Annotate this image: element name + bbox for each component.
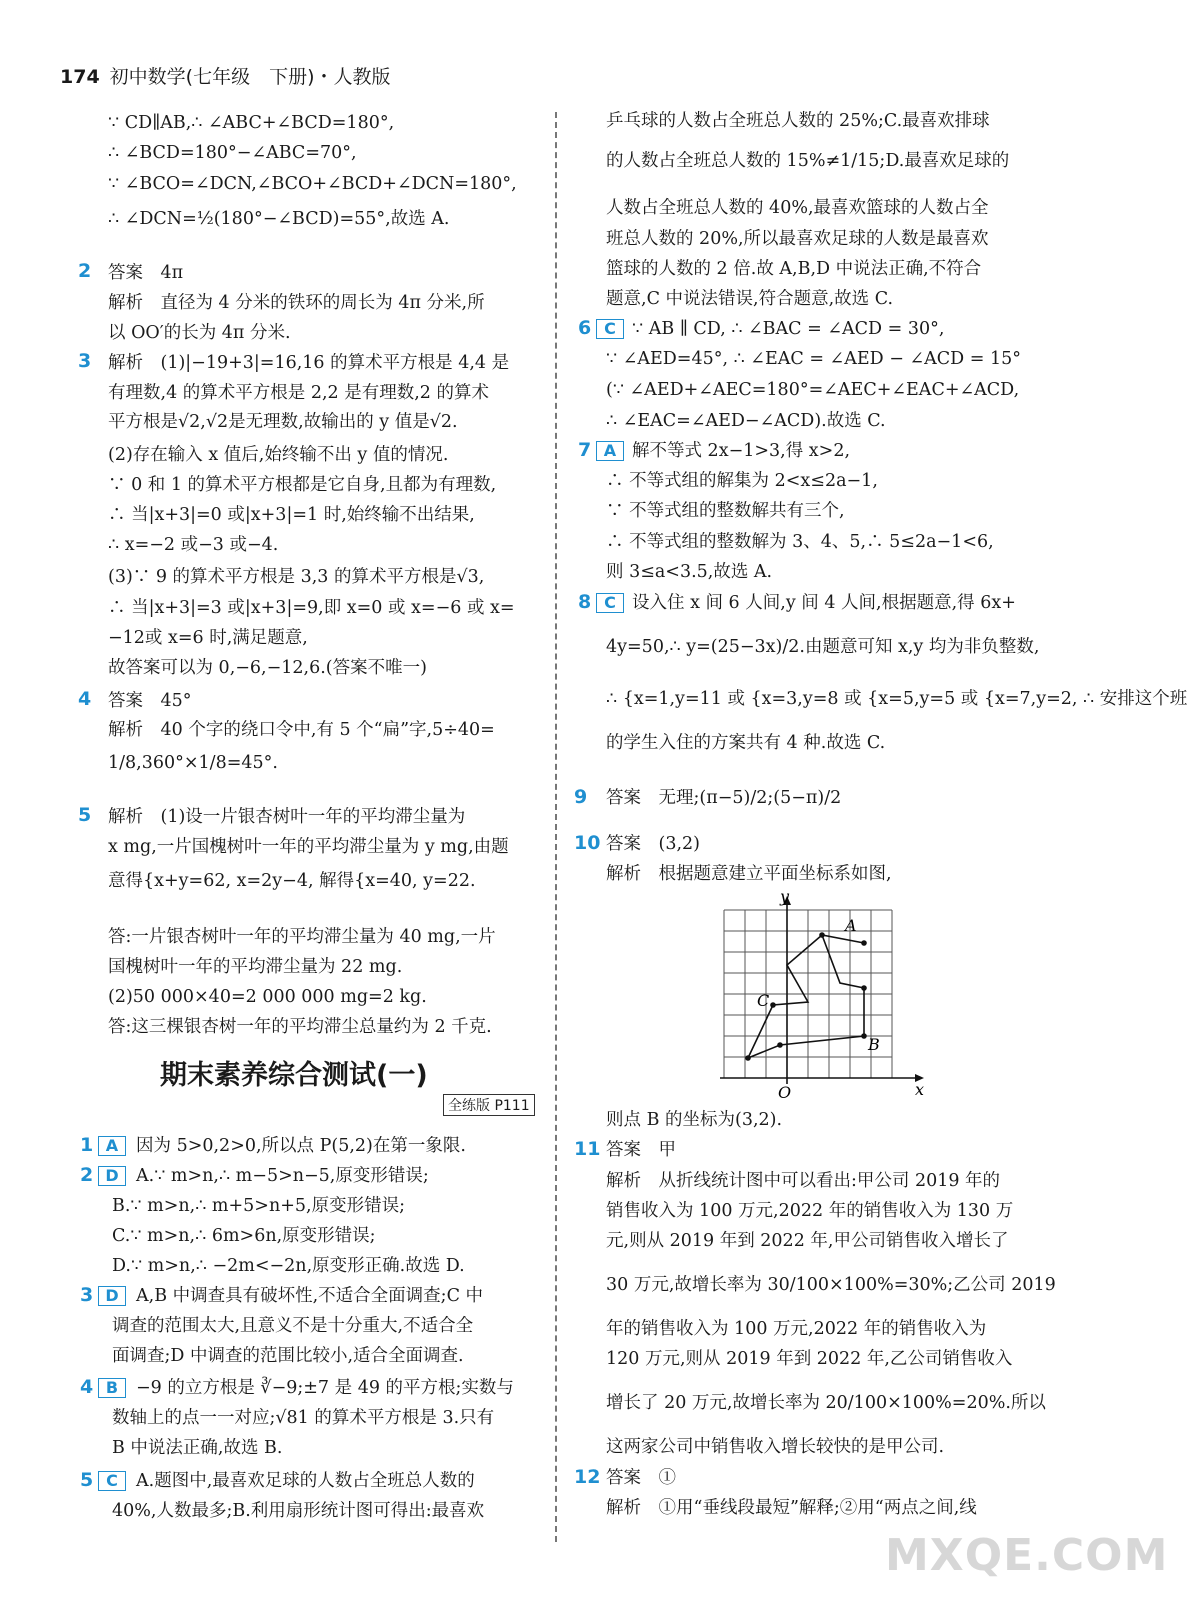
- question-number: 12: [574, 1466, 601, 1488]
- question-number: 5: [78, 804, 92, 826]
- left-line: 1/8,360°×1/8=45°.: [108, 753, 278, 773]
- question-line: ∵ 不等式组的整数解共有三个,: [606, 501, 845, 521]
- question-line: ∴ {x=1,y=11 或 {x=3,y=8 或 {x=5,y=5 或 {x=7,y=2, ∴ 安排这个班: [606, 689, 1187, 709]
- answer-box: D: [98, 1166, 126, 1186]
- right-line: 篮球的人数的 2 倍.故 A,B,D 中说法正确,不符合: [606, 259, 982, 279]
- question-number: 2: [78, 260, 92, 282]
- label-a: A: [845, 916, 857, 935]
- left-line: 故答案可以为 0,−6,−12,6.(答案不唯一): [108, 658, 427, 678]
- right-line: 答案 (3,2): [606, 834, 700, 854]
- left-line: ∴ ∠BCD=180°−∠ABC=70°,: [108, 143, 357, 163]
- right-line: 题意,C 中说法错误,符合题意,故选 C.: [606, 289, 894, 309]
- left-line: 意得{x+y=62, x=2y−4, 解得{x=40, y=22.: [108, 871, 476, 891]
- left-line: 答案 45°: [108, 691, 192, 711]
- question-number: 7: [578, 439, 592, 461]
- section-ref: 全练版 P111: [443, 1094, 535, 1116]
- right-line: 答案 甲: [606, 1140, 676, 1160]
- watermark: MXQE.COM: [885, 1530, 1169, 1581]
- page-header: [60, 62, 391, 89]
- section-title: 期末素养综合测试(一): [160, 1060, 428, 1091]
- label-b: B: [868, 1035, 880, 1054]
- question-line: 设入住 x 间 6 人间,y 间 4 人间,根据题意,得 6x+: [632, 593, 1016, 613]
- coordinate-graph: [710, 888, 935, 1103]
- right-line: 元,则从 2019 年到 2022 年,甲公司销售收入增长了: [606, 1231, 1009, 1251]
- left-line: x mg,一片国槐树叶一年的平均滞尘量为 y mg,由题: [108, 837, 509, 857]
- question-number: 4: [80, 1376, 94, 1398]
- question-number: 11: [574, 1138, 601, 1160]
- label-y: y: [780, 887, 790, 906]
- answer-box: C: [596, 593, 624, 613]
- question-line: 因为 5>0,2>0,所以点 P(5,2)在第一象限.: [136, 1136, 466, 1156]
- left-line: (3)∵ 9 的算术平方根是 3,3 的算术平方根是√3,: [108, 567, 485, 587]
- question-number: 4: [78, 688, 92, 710]
- question-line: B 中说法正确,故选 B.: [112, 1438, 283, 1458]
- right-line: 则点 B 的坐标为(3,2).: [606, 1110, 783, 1130]
- right-line: 班总人数的 20%,所以最喜欢足球的人数是最喜欢: [606, 229, 989, 249]
- question-number: 6: [578, 317, 592, 339]
- question-line: 数轴上的点一一对应;√81 的算术平方根是 3.只有: [112, 1408, 495, 1428]
- left-line: 解析 40 个字的绕口令中,有 5 个“扁”字,5÷40=: [108, 720, 495, 740]
- right-line: 答案 无理;(π−5)/2;(5−π)/2: [606, 788, 842, 808]
- question-line: C.∵ m>n,∴ 6m>6n,原变形错误;: [112, 1226, 376, 1246]
- right-line: 答案 ①: [606, 1468, 676, 1488]
- question-line: ∵ ∠AED=45°, ∴ ∠EAC = ∠AED − ∠ACD = 15°: [606, 349, 1021, 369]
- question-number: 9: [574, 786, 588, 808]
- left-line: 答:一片银杏树叶一年的平均滞尘量为 40 mg,一片: [108, 927, 496, 947]
- column-divider: [555, 112, 557, 1542]
- question-number: 8: [578, 591, 592, 613]
- left-line: ∴ 当|x+3|=0 或|x+3|=1 时,始终输不出结果,: [108, 505, 475, 525]
- right-line: 解析 从折线统计图中可以看出:甲公司 2019 年的: [606, 1171, 1001, 1191]
- book-title: 初中数学(七年级 下册)・人教版: [109, 66, 391, 88]
- right-line: 乒乓球的人数占全班总人数的 25%;C.最喜欢排球: [606, 111, 990, 131]
- left-line: 解析 (1)设一片银杏树叶一年的平均滞尘量为: [108, 807, 466, 827]
- question-number: 2: [80, 1164, 94, 1186]
- label-x: x: [915, 1080, 925, 1099]
- left-line: ∴ x=−2 或−3 或−4.: [108, 535, 279, 555]
- answer-box: A: [98, 1136, 126, 1156]
- question-number: 5: [80, 1469, 94, 1491]
- answer-box: B: [98, 1378, 126, 1398]
- question-line: A.题图中,最喜欢足球的人数占全班总人数的: [136, 1471, 475, 1491]
- right-line: 的人数占全班总人数的 15%≠1/15;D.最喜欢足球的: [606, 151, 1010, 171]
- left-line: (2)50 000×40=2 000 000 mg=2 kg.: [108, 987, 427, 1007]
- left-line: ∵ CD∥AB,∴ ∠ABC+∠BCD=180°,: [108, 113, 395, 133]
- left-line: −12或 x=6 时,满足题意,: [108, 628, 308, 648]
- question-line: ∴ 不等式组的整数解为 3、4、5,∴ 5≤2a−1<6,: [606, 532, 994, 552]
- question-line: 面调查;D 中调查的范围比较小,适合全面调查.: [112, 1346, 464, 1366]
- question-line: ∴ 不等式组的解集为 2<x≤2a−1,: [606, 471, 878, 491]
- answer-box: C: [98, 1471, 126, 1491]
- right-line: 年的销售收入为 100 万元,2022 年的销售收入为: [606, 1319, 987, 1339]
- question-line: 4y=50,∴ y=(25−3x)/2.由题意可知 x,y 均为非负整数,: [606, 637, 1040, 657]
- right-line: 销售收入为 100 万元,2022 年的销售收入为 130 万: [606, 1201, 1014, 1221]
- left-line: 有理数,4 的算术平方根是 2,2 是有理数,2 的算术: [108, 383, 489, 403]
- question-line: ∴ ∠EAC=∠AED−∠ACD).故选 C.: [606, 411, 886, 431]
- left-line: 国槐树叶一年的平均滞尘量为 22 mg.: [108, 957, 403, 977]
- right-line: 120 万元,则从 2019 年到 2022 年,乙公司销售收入: [606, 1349, 1013, 1369]
- question-line: A,B 中调查具有破坏性,不适合全面调查;C 中: [136, 1286, 484, 1306]
- question-number: 1: [80, 1134, 94, 1156]
- answer-box: D: [98, 1286, 126, 1306]
- answer-box: C: [596, 319, 624, 339]
- left-line: (2)存在输入 x 值后,始终输不出 y 值的情况.: [108, 445, 449, 465]
- right-line: 增长了 20 万元,故增长率为 20/100×100%=20%.所以: [606, 1393, 1046, 1413]
- left-line: ∴ 当|x+3|=3 或|x+3|=9,即 x=0 或 x=−6 或 x=: [108, 598, 515, 618]
- left-line: 解析 直径为 4 分米的铁环的周长为 4π 分米,所: [108, 293, 485, 313]
- label-o: O: [778, 1083, 792, 1102]
- right-line: 人数占全班总人数的 40%,最喜欢篮球的人数占全: [606, 198, 989, 218]
- label-c: C: [757, 991, 770, 1010]
- page-number: 174: [60, 66, 100, 88]
- question-number: 3: [78, 350, 92, 372]
- right-line: 这两家公司中销售收入增长较快的是甲公司.: [606, 1437, 945, 1457]
- left-line: ∴ ∠DCN=½(180°−∠BCD)=55°,故选 A.: [108, 209, 450, 229]
- left-line: 答案 4π: [108, 263, 184, 283]
- question-line: 40%,人数最多;B.利用扇形统计图可得出:最喜欢: [112, 1501, 485, 1521]
- left-line: 解析 (1)|−19+3|=16,16 的算术平方根是 4,4 是: [108, 353, 510, 373]
- left-line: 以 OO′的长为 4π 分米.: [108, 323, 291, 343]
- question-line: −9 的立方根是 ∛−9;±7 是 49 的平方根;实数与: [136, 1378, 514, 1398]
- question-line: B.∵ m>n,∴ m+5>n+5,原变形错误;: [112, 1196, 405, 1216]
- question-line: (∵ ∠AED+∠AEC=180°=∠AEC+∠EAC+∠ACD,: [606, 380, 1020, 400]
- question-line: 解不等式 2x−1>3,得 x>2,: [632, 441, 851, 461]
- left-line: ∵ 0 和 1 的算术平方根都是它自身,且都为有理数,: [108, 475, 497, 495]
- question-line: A.∵ m>n,∴ m−5>n−5,原变形错误;: [136, 1166, 429, 1186]
- question-line: 调查的范围太大,且意义不是十分重大,不适合全: [112, 1316, 474, 1336]
- right-line: 解析 ①用“垂线段最短”解释;②用“两点之间,线: [606, 1498, 977, 1518]
- grid: [724, 910, 892, 1078]
- question-line: ∵ AB ∥ CD, ∴ ∠BAC = ∠ACD = 30°,: [632, 319, 945, 339]
- left-line: 平方根是√2,√2是无理数,故输出的 y 值是√2.: [108, 412, 458, 432]
- left-line: ∵ ∠BCO=∠DCN,∠BCO+∠BCD+∠DCN=180°,: [108, 174, 517, 194]
- question-number: 3: [80, 1284, 94, 1306]
- answer-box: A: [596, 441, 624, 461]
- question-line: 的学生入住的方案共有 4 种.故选 C.: [606, 733, 886, 753]
- question-number: 10: [574, 832, 601, 854]
- right-line: 30 万元,故增长率为 30/100×100%=30%;乙公司 2019: [606, 1275, 1056, 1295]
- left-line: 答:这三棵银杏树一年的平均滞尘总量约为 2 千克.: [108, 1017, 492, 1037]
- question-line: 则 3≤a<3.5,故选 A.: [606, 562, 773, 582]
- right-line: 解析 根据题意建立平面坐标系如图,: [606, 864, 892, 884]
- question-line: D.∵ m>n,∴ −2m<−2n,原变形正确.故选 D.: [112, 1256, 465, 1276]
